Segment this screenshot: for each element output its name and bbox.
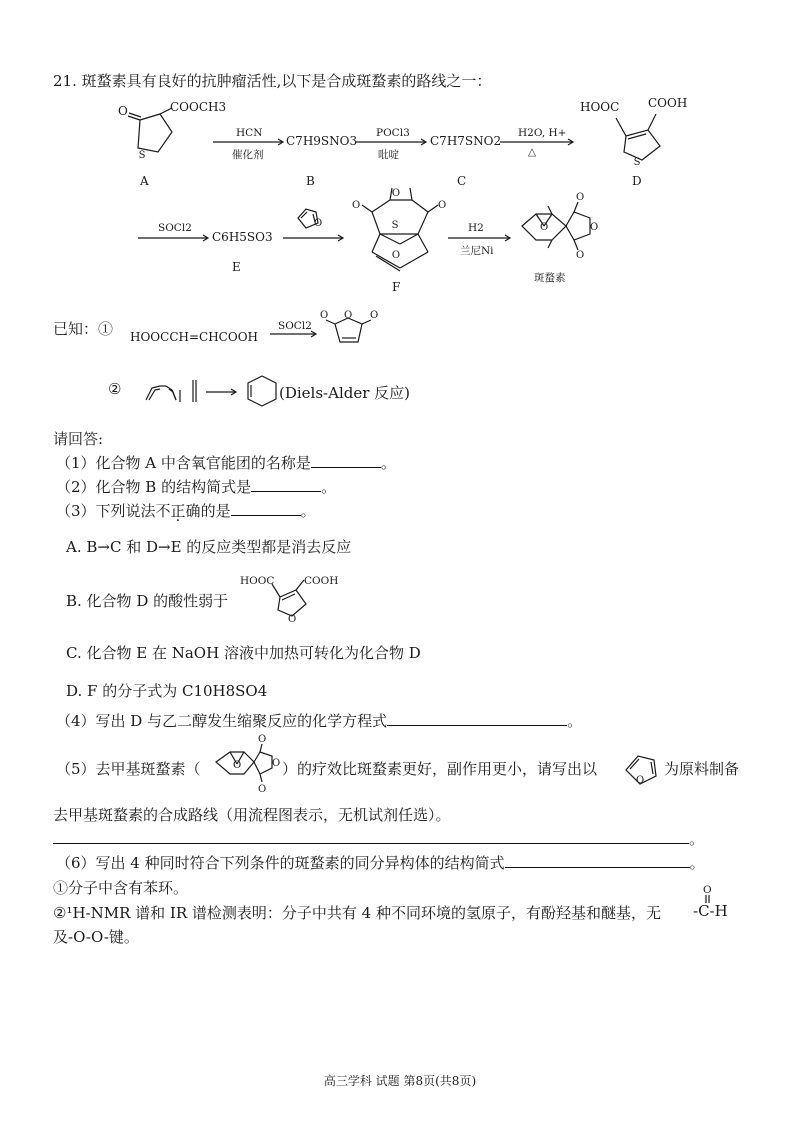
q3-option-c: C. 化合物 E 在 NaOH 溶液中加热可转化为化合物 D (66, 644, 421, 662)
q2-answer-blank[interactable] (251, 477, 321, 492)
q5-mid: ）的疗效比斑蝥素更好，副作用更小，请写出以 (282, 760, 598, 778)
svg-text:O: O (352, 200, 361, 211)
prompt: 请回答: (53, 430, 104, 448)
svg-text:O: O (272, 758, 281, 769)
q6-answer-blank[interactable] (505, 853, 690, 868)
svg-text:S: S (633, 157, 641, 168)
q4: （4）写出 D 与乙二醇发生缩聚反应的化学方程式 。 (56, 712, 583, 730)
svg-text:O: O (540, 222, 549, 233)
q6: （6）写出 4 种同时符合下列条件的斑蝥素的同分异构体的结构简式 。 (56, 854, 705, 872)
reagent-heat: △ (528, 146, 537, 158)
product-label: 斑蝥素 (534, 272, 566, 284)
q6-condition-2: ②¹H-NMR 谱和 IR 谱检测表明：分子中共有 4 种不同环境的氢原子，有酚羟基和醚基，无 (53, 904, 661, 922)
svg-text:O: O (370, 310, 379, 321)
svg-text:O: O (391, 250, 401, 261)
norcantharidin-structure (216, 744, 272, 782)
svg-text:O: O (320, 310, 329, 321)
svg-text:O: O (288, 614, 297, 625)
option-b-left-group: HOOC (240, 575, 275, 587)
svg-text:O: O (576, 192, 585, 203)
compound-d-left-group: HOOC (580, 100, 620, 114)
compound-b-label: B (306, 174, 315, 188)
svg-text:O: O (344, 310, 353, 321)
known-reagent: SOCl2 (278, 320, 312, 332)
q3-answer-blank[interactable] (231, 501, 301, 516)
compound-e-formula: C6H5SO3 (212, 230, 273, 244)
svg-text:O: O (576, 250, 585, 261)
svg-text:O: O (636, 775, 645, 786)
svg-text:O: O (590, 222, 599, 233)
compound-e-label: E (232, 260, 241, 274)
reagent-pyridine: 吡啶 (378, 149, 399, 161)
compound-d-label: D (632, 174, 642, 188)
compound-a-ketone-label: O (118, 104, 128, 118)
svg-text:S: S (138, 150, 146, 161)
q1-answer-blank[interactable] (311, 453, 381, 468)
compound-f-label: F (392, 280, 401, 294)
cantharidin-structure (522, 202, 590, 250)
q6-aldehyde-group: -C-H (693, 902, 728, 920)
q6-condition-3: 及-O-O-键。 (53, 928, 139, 946)
compound-a-label: A (140, 174, 149, 188)
q5-answer: 。 (53, 828, 704, 849)
q3-option-a: A. B→C 和 D→E 的反应类型都是消去反应 (66, 538, 352, 556)
compound-d-right-group: COOH (648, 96, 688, 110)
compound-c-formula: C7H7SNO2 (430, 134, 502, 148)
svg-text:O: O (258, 784, 267, 795)
compound-d-structure (616, 114, 660, 160)
known-reactant: HOOCCH=CHCOOH (130, 330, 258, 344)
q6-condition-1: ①分子中含有苯环。 (53, 879, 189, 897)
svg-text:O: O (258, 734, 267, 745)
q5-pre: （5）去甲基斑蝥素（ (56, 760, 201, 778)
q2: （2）化合物 B 的结构简式是 。 (56, 478, 337, 496)
q4-answer-blank[interactable] (387, 711, 567, 726)
diels-alder-scheme (146, 376, 276, 406)
svg-text:S: S (391, 220, 399, 231)
svg-text:O: O (314, 218, 323, 229)
q1: （1）化合物 A 中含氧官能团的名称是 。 (56, 454, 396, 472)
q3-option-b: B. 化合物 D 的酸性弱于 (66, 592, 229, 610)
reagent-h2: H2 (468, 222, 484, 234)
page-footer: 高三学科 试题 第8页(共8页) (323, 1074, 477, 1088)
compound-c-label: C (457, 174, 467, 188)
diels-alder-note: (Diels-Alder 反应) (279, 384, 411, 402)
maleic-anhydride-structure (326, 318, 371, 342)
reagent-socl2: SOCl2 (158, 222, 192, 234)
compound-a-ester-group: COOCH3 (170, 100, 227, 114)
q3-option-d: D. F 的分子式为 C10H8SO4 (66, 682, 268, 700)
compound-a-structure (128, 108, 172, 152)
reagent-catalyst: 催化剂 (232, 149, 264, 161)
q3: （3）下列说法不正确的是 。 (56, 502, 316, 520)
known-index-2: ② (108, 380, 122, 398)
q5-line2: 去甲基斑蝥素的合成路线（用流程图表示，无机试剂任选）。 (53, 806, 451, 824)
svg-text:O: O (391, 188, 401, 199)
reagent-hcn: HCN (236, 127, 263, 139)
option-b-structure (272, 580, 306, 616)
option-b-right-group: COOH (304, 575, 339, 587)
known-label: 已知：① (53, 320, 114, 338)
q6-carbonyl-o: O (703, 884, 712, 896)
reagent-h2o-h: H2O, H+ (518, 127, 567, 139)
q5-post: 为原料制备 (664, 760, 740, 778)
compound-b-formula: C7H9SNO3 (286, 134, 358, 148)
question-21-header: 21. 斑蝥素具有良好的抗肿瘤活性,以下是合成斑蝥素的路线之一： (53, 72, 492, 90)
q3-emphasis: 不正确 (155, 502, 201, 520)
svg-text:O: O (233, 760, 242, 771)
svg-text:O: O (438, 200, 447, 211)
reagent-raney-ni: 兰尼Ni (460, 245, 494, 257)
reagent-pocl3: POCl3 (376, 127, 410, 139)
q5-answer-blank[interactable] (53, 829, 689, 844)
